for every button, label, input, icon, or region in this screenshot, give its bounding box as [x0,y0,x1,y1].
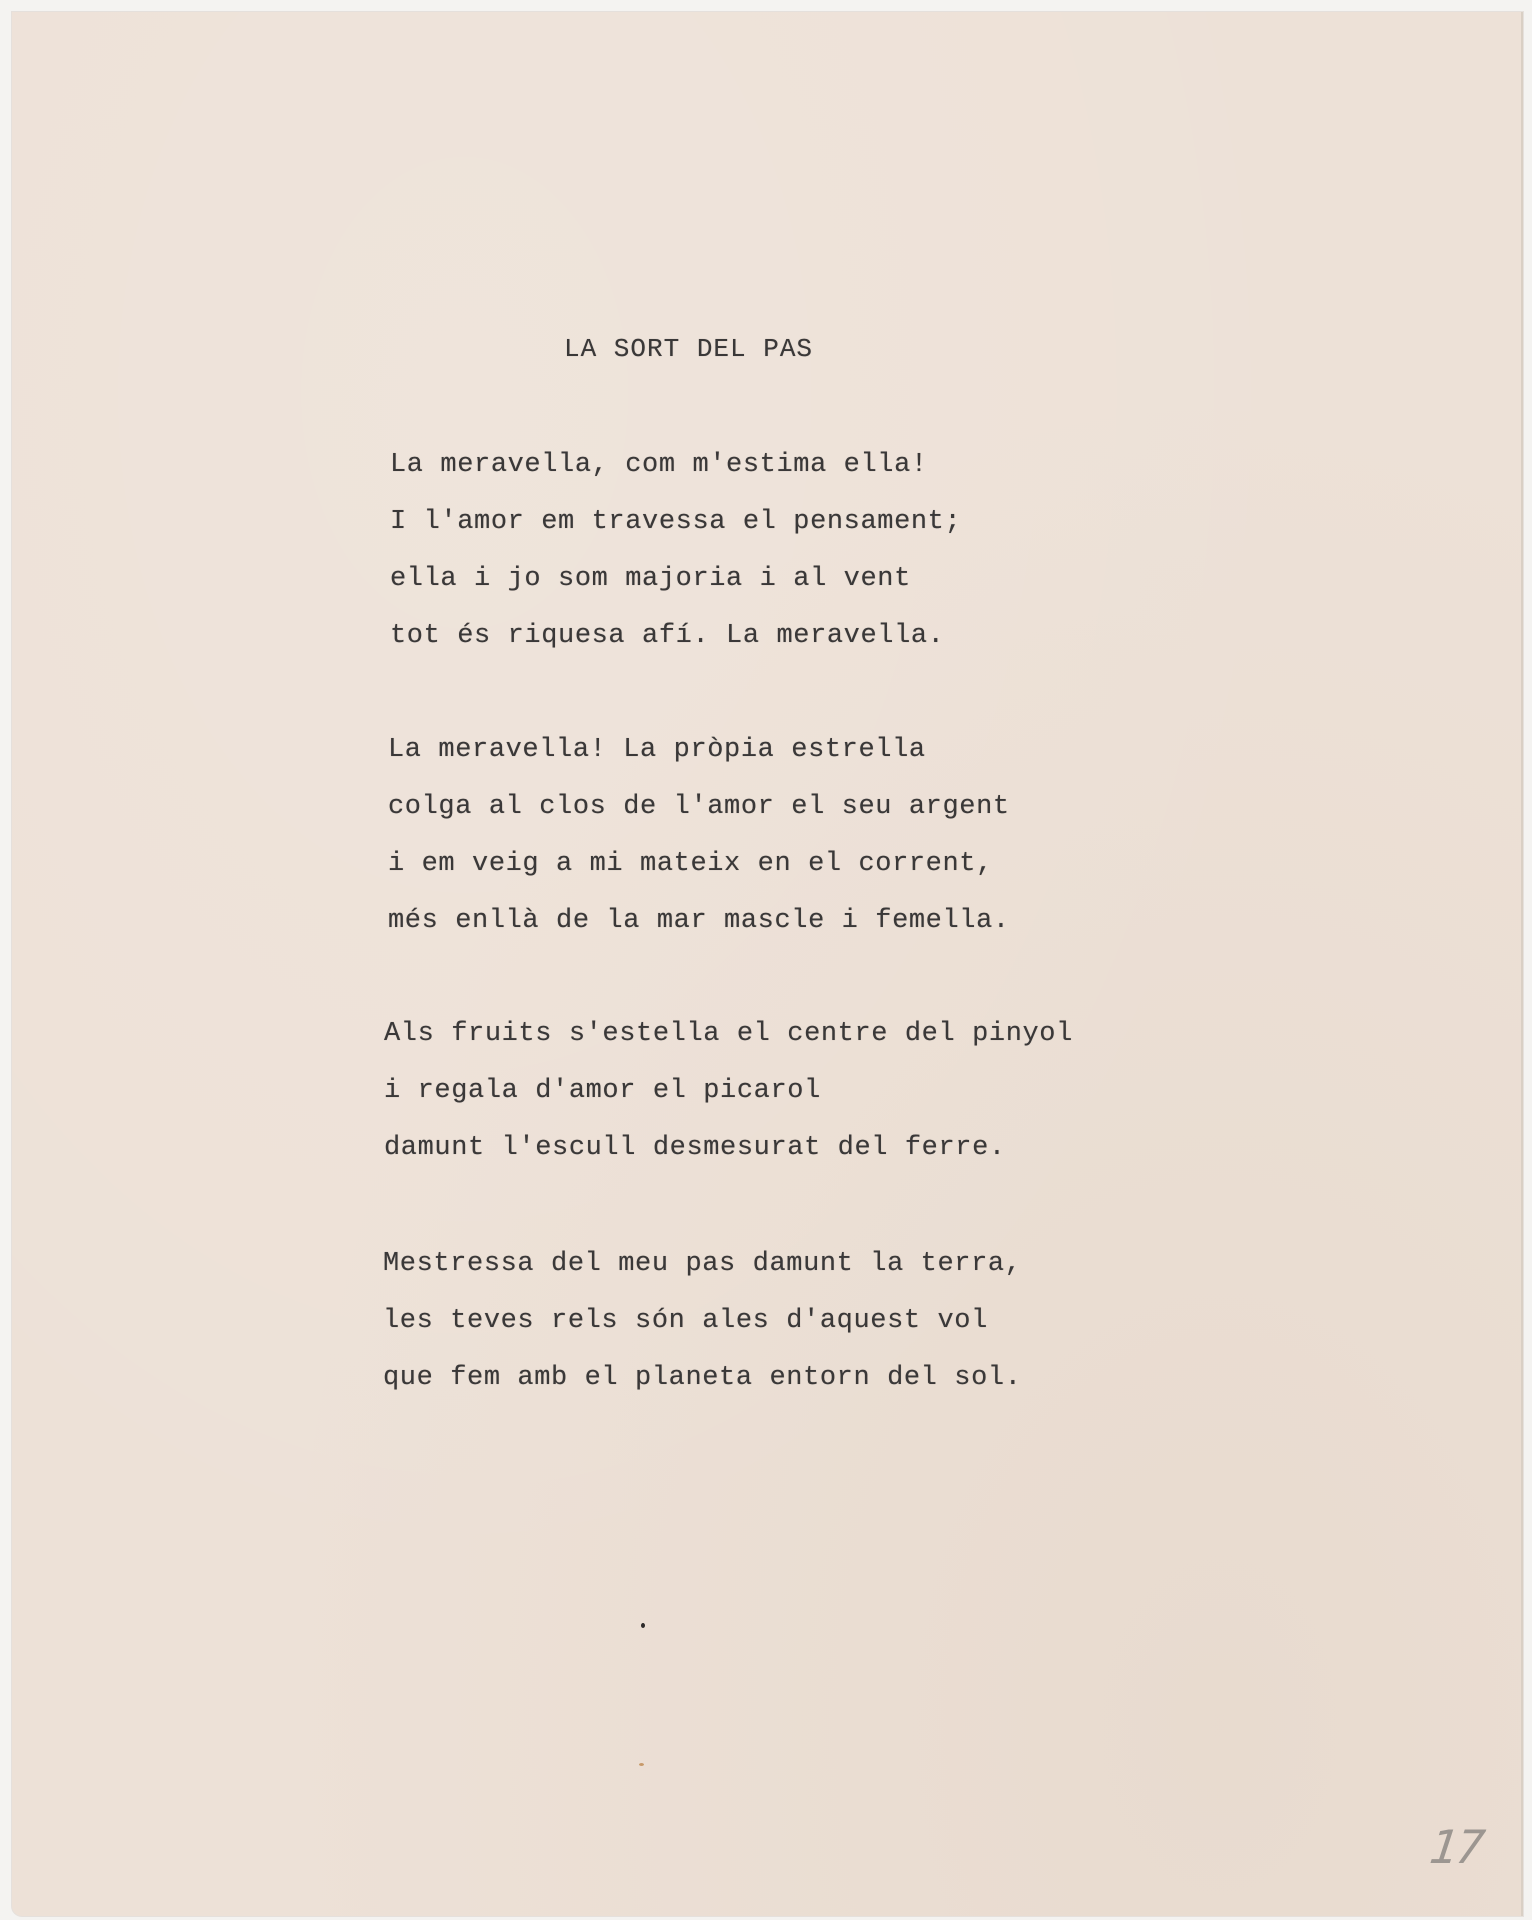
poem-line: colga al clos de l'amor el seu argent [388,792,1010,822]
poem-line: Als fruits s'estella el centre del pinyol [384,1019,1073,1049]
poem-line: La meravella! La pròpia estrella [388,735,926,765]
poem-line: La meravella, com m'estima ella! [390,450,928,480]
stanza-4 [383,1236,1022,1407]
handwritten-page-number: 17 [1421,1820,1490,1874]
poem-line: les teves rels són ales d'aquest vol [383,1306,988,1336]
poem-line: i em veig a mi mateix en el corrent, [388,849,993,879]
stanza-1 [390,437,961,665]
poem-line: més enllà de la mar mascle i femella. [388,906,1010,936]
ink-speck [641,1623,645,1628]
stanza-2 [388,722,1010,950]
typewritten-page [12,12,1523,1916]
paper-blemish [639,1763,644,1766]
poem-line: I l'amor em travessa el pensament; [390,507,962,537]
poem-line: Mestressa del meu pas damunt la terra, [383,1249,1022,1279]
poem-title: LA SORT DEL PAS [564,334,814,364]
poem-line: i regala d'amor el picarol [384,1076,821,1106]
poem-line: damunt l'escull desmesurat del ferre. [384,1133,1006,1163]
poem-line: tot és riquesa afí. La meravella. [390,621,945,651]
stanza-3 [384,1006,1073,1177]
poem-line: que fem amb el planeta entorn del sol. [383,1363,1022,1393]
poem-line: ella i jo som majoria i al vent [390,564,911,594]
